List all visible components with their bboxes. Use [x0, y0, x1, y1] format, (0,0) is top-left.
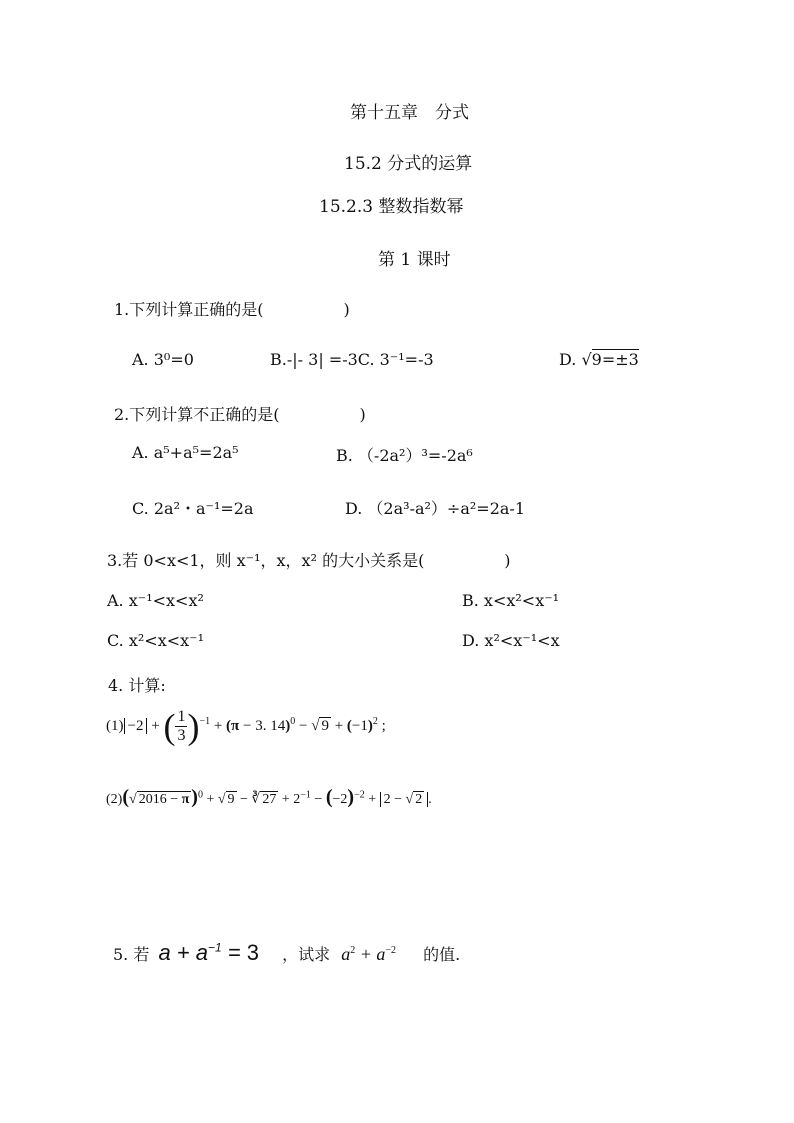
formula-2: (√ 2016 − π )$^0$ + √ 9 − ∛ $27 + 2^{-1} - (-2)^{-2} + 2$ − √ 2 .	[122, 786, 432, 808]
question-4-part-2	[106, 786, 432, 809]
question-3-stem: 3.若 0<x<1，则 x⁻¹，x，x² 的大小关系是( )	[107, 551, 511, 570]
section-title: 15.2 分式的运算	[344, 154, 473, 174]
target-expression: $a^2 + a^{-2}$	[341, 944, 397, 964]
question-2-option-a: A. a⁵+a⁵=2a⁵	[132, 443, 239, 462]
question-3-option-d: D. x²<x⁻¹<x	[462, 631, 560, 650]
formula-1: −2 + ( $\frac{1}{3}$ )$^{-1}$ + (π − 3. 14)$^0$ − √ $9 + (-1)^2$ ;	[124, 718, 386, 734]
option-d-body: 9=±3	[591, 350, 639, 369]
question-4-stem: 4. 计算:	[108, 676, 166, 695]
part-2-label: (2)	[106, 792, 123, 807]
question-1-stem: 1.下列计算正确的是( )	[114, 300, 350, 319]
question-1-option-d	[559, 350, 639, 369]
question-2-stem: 2.下列计算不正确的是( )	[114, 405, 366, 424]
question-4-part-1	[106, 708, 386, 745]
given-equation: $a + a^{-1} = 3$	[158, 940, 260, 965]
question-2-option-b: B. （-2a²）³=-2a⁶	[336, 446, 473, 465]
question-1-option-a: A. 3⁰=0	[132, 350, 194, 369]
question-3-option-b: B. x<x²<x⁻¹	[462, 591, 560, 610]
question-2-option-d: D. （2a³-a²）÷a²=2a-1	[345, 499, 525, 518]
question-1-option-bc: B.-|- 3| =-3C. 3⁻¹=-3	[270, 350, 434, 369]
question-5-suffix: 的值.	[423, 945, 461, 964]
question-3-option-c: C. x²<x<x⁻¹	[107, 631, 204, 650]
question-3-option-a: A. x⁻¹<x<x²	[107, 591, 204, 610]
question-5-middle: ，试求	[282, 945, 331, 964]
option-d-label: D.	[559, 350, 577, 369]
question-5-prefix: 5. 若	[113, 945, 150, 964]
question-2-option-c: C. 2a²・a⁻¹=2a	[132, 499, 254, 518]
subsection-title: 15.2.3 整数指数幂	[319, 197, 464, 217]
part-1-label: (1)	[106, 717, 124, 734]
question-5	[113, 940, 460, 966]
sqrt-symbol: √	[581, 350, 592, 369]
lesson-title: 第 1 课时	[378, 250, 451, 270]
chapter-title: 第十五章 分式	[350, 103, 469, 123]
